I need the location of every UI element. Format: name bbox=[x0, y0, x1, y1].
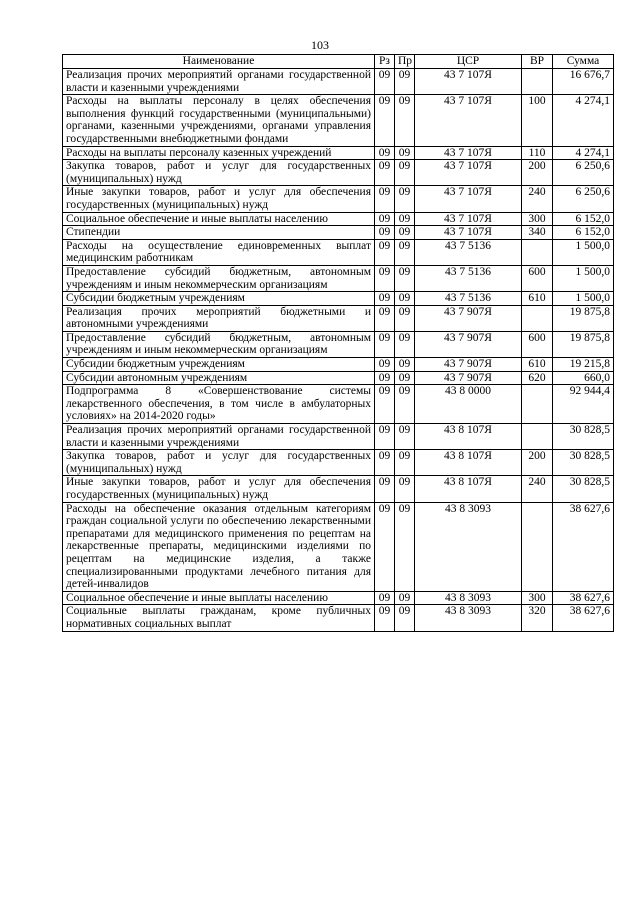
cell-rz: 09 bbox=[375, 239, 395, 265]
table-row bbox=[63, 292, 614, 306]
cell-sum: 660,0 bbox=[553, 371, 614, 385]
cell-csr: 43 7 107Я bbox=[415, 226, 522, 240]
cell-pr: 09 bbox=[395, 358, 415, 372]
cell-pr: 09 bbox=[395, 239, 415, 265]
cell-rz: 09 bbox=[375, 212, 395, 226]
cell-name: Подпрограмма 8 «Совершенствование системы лекарственного обеспечения, в том числе в амбулаторных условиях» на 2014-2020 годы» bbox=[63, 385, 375, 424]
cell-rz: 09 bbox=[375, 292, 395, 306]
table-row bbox=[63, 212, 614, 226]
table-header bbox=[63, 55, 614, 69]
cell-pr: 09 bbox=[395, 385, 415, 424]
cell-sum: 92 944,4 bbox=[553, 385, 614, 424]
cell-name: Иные закупки товаров, работ и услуг для обеспечения государственных (муниципальных) нужд bbox=[63, 186, 375, 212]
table-row bbox=[63, 160, 614, 186]
table-row bbox=[63, 226, 614, 240]
cell-pr: 09 bbox=[395, 502, 415, 591]
cell-csr: 43 7 907Я bbox=[415, 371, 522, 385]
cell-vr: 610 bbox=[522, 292, 553, 306]
cell-csr: 43 8 3093 bbox=[415, 591, 522, 605]
cell-csr: 43 8 3093 bbox=[415, 605, 522, 631]
table-row bbox=[63, 476, 614, 502]
cell-csr: 43 8 107Я bbox=[415, 450, 522, 476]
cell-sum: 6 152,0 bbox=[553, 226, 614, 240]
table-row bbox=[63, 331, 614, 357]
cell-rz: 09 bbox=[375, 95, 395, 146]
cell-sum: 4 274,1 bbox=[553, 95, 614, 146]
cell-sum: 19 875,8 bbox=[553, 305, 614, 331]
cell-sum: 16 676,7 bbox=[553, 69, 614, 95]
header-rz: Рз bbox=[375, 55, 395, 69]
cell-vr: 200 bbox=[522, 160, 553, 186]
cell-csr: 43 7 907Я bbox=[415, 331, 522, 357]
cell-csr: 43 7 5136 bbox=[415, 292, 522, 306]
cell-vr: 200 bbox=[522, 450, 553, 476]
table-row bbox=[63, 146, 614, 160]
cell-sum: 1 500,0 bbox=[553, 265, 614, 291]
cell-rz: 09 bbox=[375, 305, 395, 331]
cell-rz: 09 bbox=[375, 385, 395, 424]
cell-pr: 09 bbox=[395, 265, 415, 291]
cell-vr: 240 bbox=[522, 476, 553, 502]
cell-sum: 6 152,0 bbox=[553, 212, 614, 226]
header-name: Наименование bbox=[63, 55, 375, 69]
cell-name: Закупка товаров, работ и услуг для государственных (муниципальных) нужд bbox=[63, 160, 375, 186]
cell-name: Реализация прочих мероприятий органами государственной власти и казенными учреждениями bbox=[63, 424, 375, 450]
cell-rz: 09 bbox=[375, 226, 395, 240]
cell-name: Реализация прочих мероприятий бюджетными и автономными учреждениями bbox=[63, 305, 375, 331]
cell-csr: 43 7 107Я bbox=[415, 212, 522, 226]
cell-rz: 09 bbox=[375, 605, 395, 631]
cell-vr bbox=[522, 305, 553, 331]
cell-csr: 43 8 3093 bbox=[415, 502, 522, 591]
table-row bbox=[63, 424, 614, 450]
cell-rz: 09 bbox=[375, 186, 395, 212]
header-csr: ЦСР bbox=[415, 55, 522, 69]
cell-sum: 38 627,6 bbox=[553, 502, 614, 591]
cell-vr: 300 bbox=[522, 591, 553, 605]
cell-rz: 09 bbox=[375, 424, 395, 450]
table-row bbox=[63, 450, 614, 476]
cell-csr: 43 7 107Я bbox=[415, 95, 522, 146]
cell-csr: 43 7 5136 bbox=[415, 265, 522, 291]
cell-csr: 43 8 107Я bbox=[415, 476, 522, 502]
table-row bbox=[63, 591, 614, 605]
cell-vr bbox=[522, 385, 553, 424]
cell-pr: 09 bbox=[395, 305, 415, 331]
cell-vr: 300 bbox=[522, 212, 553, 226]
cell-name: Субсидии бюджетным учреждениям bbox=[63, 358, 375, 372]
cell-name: Реализация прочих мероприятий органами государственной власти и казенными учреждениями bbox=[63, 69, 375, 95]
cell-pr: 09 bbox=[395, 591, 415, 605]
cell-name: Субсидии автономным учреждениям bbox=[63, 371, 375, 385]
cell-pr: 09 bbox=[395, 476, 415, 502]
cell-csr: 43 7 107Я bbox=[415, 69, 522, 95]
cell-sum: 30 828,5 bbox=[553, 476, 614, 502]
cell-name: Предоставление субсидий бюджетным, автономным учреждениям и иным некоммерческим организациям bbox=[63, 331, 375, 357]
cell-vr: 600 bbox=[522, 331, 553, 357]
cell-vr bbox=[522, 424, 553, 450]
table-row bbox=[63, 265, 614, 291]
header-sum: Сумма bbox=[553, 55, 614, 69]
table-row bbox=[63, 186, 614, 212]
cell-sum: 38 627,6 bbox=[553, 591, 614, 605]
table-row bbox=[63, 305, 614, 331]
cell-pr: 09 bbox=[395, 292, 415, 306]
cell-pr: 09 bbox=[395, 212, 415, 226]
cell-sum: 1 500,0 bbox=[553, 239, 614, 265]
header-pr: Пр bbox=[395, 55, 415, 69]
cell-sum: 30 828,5 bbox=[553, 424, 614, 450]
table-row bbox=[63, 371, 614, 385]
cell-name: Иные закупки товаров, работ и услуг для обеспечения государственных (муниципальных) нужд bbox=[63, 476, 375, 502]
cell-rz: 09 bbox=[375, 450, 395, 476]
cell-name: Социальное обеспечение и иные выплаты населению bbox=[63, 212, 375, 226]
cell-sum: 38 627,6 bbox=[553, 605, 614, 631]
table-row bbox=[63, 385, 614, 424]
cell-vr bbox=[522, 239, 553, 265]
cell-sum: 1 500,0 bbox=[553, 292, 614, 306]
cell-name: Расходы на осуществление единовременных выплат медицинским работникам bbox=[63, 239, 375, 265]
table-row bbox=[63, 95, 614, 146]
cell-pr: 09 bbox=[395, 371, 415, 385]
cell-pr: 09 bbox=[395, 424, 415, 450]
cell-pr: 09 bbox=[395, 146, 415, 160]
cell-vr: 620 bbox=[522, 371, 553, 385]
cell-sum: 30 828,5 bbox=[553, 450, 614, 476]
cell-sum: 4 274,1 bbox=[553, 146, 614, 160]
cell-name: Закупка товаров, работ и услуг для государственных (муниципальных) нужд bbox=[63, 450, 375, 476]
table-body bbox=[63, 69, 614, 632]
cell-csr: 43 7 107Я bbox=[415, 186, 522, 212]
cell-vr: 610 bbox=[522, 358, 553, 372]
cell-rz: 09 bbox=[375, 371, 395, 385]
cell-sum: 6 250,6 bbox=[553, 186, 614, 212]
cell-vr: 240 bbox=[522, 186, 553, 212]
cell-rz: 09 bbox=[375, 502, 395, 591]
cell-name: Социальные выплаты гражданам, кроме публичных нормативных социальных выплат bbox=[63, 605, 375, 631]
cell-csr: 43 8 0000 bbox=[415, 385, 522, 424]
table-row bbox=[63, 69, 614, 95]
cell-csr: 43 7 107Я bbox=[415, 146, 522, 160]
table-row bbox=[63, 358, 614, 372]
cell-csr: 43 7 5136 bbox=[415, 239, 522, 265]
cell-sum: 19 215,8 bbox=[553, 358, 614, 372]
cell-name: Субсидии бюджетным учреждениям bbox=[63, 292, 375, 306]
cell-sum: 6 250,6 bbox=[553, 160, 614, 186]
cell-vr: 110 bbox=[522, 146, 553, 160]
header-row bbox=[63, 55, 614, 69]
cell-name: Расходы на выплаты персоналу в целях обеспечения выполнения функций государственными (муниципальными) органами, казенными учреждениями, органами управления государственными внебюджетными фондами bbox=[63, 95, 375, 146]
table-row bbox=[63, 605, 614, 631]
cell-csr: 43 7 907Я bbox=[415, 358, 522, 372]
table-row bbox=[63, 239, 614, 265]
cell-pr: 09 bbox=[395, 605, 415, 631]
cell-rz: 09 bbox=[375, 265, 395, 291]
cell-rz: 09 bbox=[375, 331, 395, 357]
cell-vr: 340 bbox=[522, 226, 553, 240]
cell-name: Расходы на выплаты персоналу казенных учреждений bbox=[63, 146, 375, 160]
cell-name: Предоставление субсидий бюджетным, автономным учреждениям и иным некоммерческим организациям bbox=[63, 265, 375, 291]
cell-vr: 600 bbox=[522, 265, 553, 291]
cell-pr: 09 bbox=[395, 160, 415, 186]
cell-rz: 09 bbox=[375, 476, 395, 502]
cell-name: Расходы на обеспечение оказания отдельным категориям граждан социальной услуги по обеспечению лекарственными препаратами для медицинского применения по рецептам на лекарственные препараты, медицинскими изделиями по рецептам на медицинские изделия, а также специализированными продуктами лечебного питания для детей-инвалидов bbox=[63, 502, 375, 591]
cell-rz: 09 bbox=[375, 69, 395, 95]
cell-vr bbox=[522, 69, 553, 95]
cell-rz: 09 bbox=[375, 358, 395, 372]
header-vr: ВР bbox=[522, 55, 553, 69]
cell-rz: 09 bbox=[375, 591, 395, 605]
cell-pr: 09 bbox=[395, 69, 415, 95]
cell-csr: 43 8 107Я bbox=[415, 424, 522, 450]
page-number: 103 bbox=[311, 38, 329, 52]
cell-pr: 09 bbox=[395, 95, 415, 146]
cell-sum: 19 875,8 bbox=[553, 331, 614, 357]
cell-pr: 09 bbox=[395, 450, 415, 476]
budget-table bbox=[62, 54, 614, 632]
cell-vr: 100 bbox=[522, 95, 553, 146]
cell-rz: 09 bbox=[375, 146, 395, 160]
cell-vr bbox=[522, 502, 553, 591]
cell-rz: 09 bbox=[375, 160, 395, 186]
cell-csr: 43 7 107Я bbox=[415, 160, 522, 186]
cell-vr: 320 bbox=[522, 605, 553, 631]
cell-name: Социальное обеспечение и иные выплаты населению bbox=[63, 591, 375, 605]
cell-name: Стипендии bbox=[63, 226, 375, 240]
cell-pr: 09 bbox=[395, 226, 415, 240]
cell-pr: 09 bbox=[395, 186, 415, 212]
table-row bbox=[63, 502, 614, 591]
cell-csr: 43 7 907Я bbox=[415, 305, 522, 331]
cell-pr: 09 bbox=[395, 331, 415, 357]
